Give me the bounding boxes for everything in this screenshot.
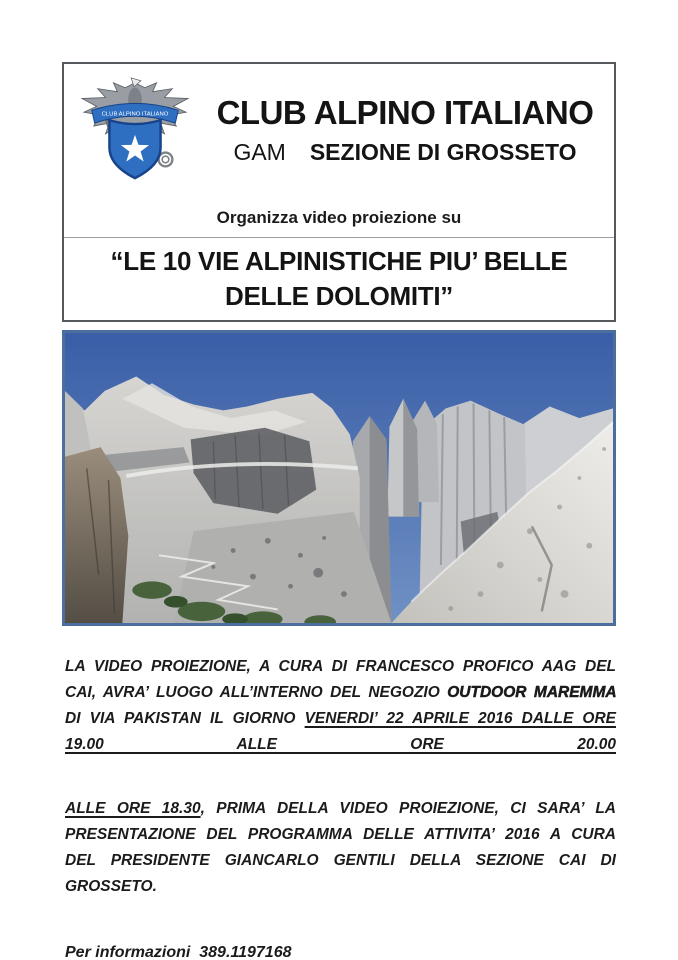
text-segment: VENERDI’ 22 APRILE 2016 DALLE ORE 19.00 ALLE ORE 20.00	[65, 710, 617, 753]
text-segment: , PRIMA DELLA VIDEO PROIEZIONE, CI SARA’ LA PRESENTAZIONE DEL PROGRAMMA DELLE ATTIVITA’ 2016 A CURA DEL PRESIDENTE GIANCARLO GENTILI DELLA SEZIONE CAI DI GROSSETO.	[65, 800, 616, 895]
intro-line: Organizza video proiezione su	[216, 208, 462, 227]
text-segment: OUTDOOR MAREMMA	[447, 684, 616, 701]
text-segment: LA VIDEO PROIEZIONE, A CURA DI FRANCESCO PROFICO AAG DEL CAI, AVRA’ LUOGO ALL’INTERNO DEL NEGOZIO	[65, 658, 616, 701]
paragraph-event-details	[65, 654, 616, 784]
org-subtitle	[202, 139, 608, 166]
cai-logo	[76, 69, 194, 189]
org-subtitle-gam: GAM	[233, 139, 286, 165]
org-title: CLUB ALPINO ITALIANO	[216, 94, 594, 131]
text-segment: DI VIA PAKISTAN IL GIORNO	[65, 710, 305, 727]
rope-coil-inner	[162, 156, 169, 163]
info-line: Per informazioni 389.1197168	[65, 944, 292, 960]
cai-logo-graphic	[76, 69, 194, 187]
org-subtitle-section: SEZIONE DI GROSSETO	[309, 139, 577, 165]
event-title-line-2: DELLE DOLOMITI”	[224, 281, 454, 311]
dolomites-photo-illustration	[65, 333, 613, 623]
event-title-line-1: “LE 10 VIE ALPINISTICHE PIU’ BELLE	[110, 246, 568, 276]
text-segment: ALLE ORE 18.30	[65, 800, 201, 817]
body-text	[65, 654, 616, 960]
banner-text: CLUB ALPINO ITALIANO	[101, 111, 169, 118]
paragraph-presentation	[65, 796, 616, 926]
header-box	[62, 62, 616, 322]
mountain-photo	[62, 330, 616, 626]
event-title-box	[64, 237, 614, 320]
header-titles	[202, 94, 608, 166]
